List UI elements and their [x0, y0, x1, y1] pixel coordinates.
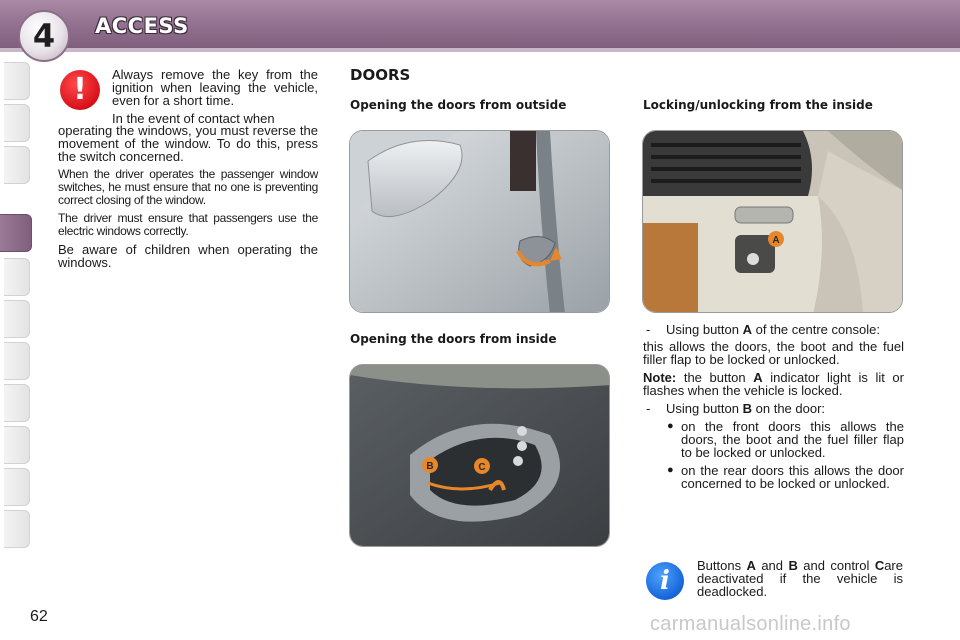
note-label: Note: — [643, 370, 677, 385]
chapter-tab[interactable] — [4, 384, 30, 422]
header-stripe — [0, 48, 960, 52]
section-title: DOORS — [350, 66, 411, 84]
info-and: and — [761, 558, 784, 573]
subhead-opening-inside: Opening the doors from inside — [350, 332, 557, 346]
note-paragraph — [643, 371, 904, 397]
contact-warning-start: In the event of contact when — [112, 111, 275, 126]
warning-intro — [112, 68, 318, 130]
chapter-tab[interactable] — [4, 342, 30, 380]
instruction-button-a — [643, 323, 904, 336]
info-post: are deactivated if the vehicle is deadlocked. — [697, 558, 903, 599]
chapter-number-badge: 4 — [18, 10, 70, 62]
note-post: indicator light is lit or flashes when the vehicle is locked. — [643, 370, 904, 398]
item1-pre: Using button — [666, 322, 739, 337]
info-text — [697, 559, 903, 598]
exclamation-icon: ! — [60, 70, 100, 110]
callout-a-label: A — [772, 235, 780, 246]
children-warning: Be aware of children when operating the windows. — [58, 242, 318, 270]
sub1-text: on the front doors this allows the doors, the boot and the fuel filler flap to be locked or unlocked. — [681, 419, 904, 460]
info-icon: i — [646, 562, 684, 600]
page-number: 62 — [30, 608, 48, 625]
warning-text: Always remove the key from the ignition when leaving the vehicle, even for a short time. — [112, 67, 318, 108]
info-button-b: B — [788, 558, 798, 573]
chapter-tab[interactable] — [4, 146, 30, 184]
chapter-tab[interactable] — [4, 62, 30, 100]
subhead-opening-outside: Opening the doors from outside — [350, 98, 567, 112]
sub-bullet-rear-doors — [643, 464, 904, 490]
photo-exterior-door-handle — [349, 130, 610, 313]
contact-warning-rest: operating the windows, you must reverse the movement of the window. To do this, press the switch concerned. — [58, 123, 318, 164]
chapter-tab[interactable] — [4, 510, 30, 548]
note-pre: the button — [683, 370, 746, 385]
info-mid: and control — [803, 558, 870, 573]
item1-post: of the centre console: — [755, 322, 880, 337]
item2-pre: Using button — [666, 401, 739, 416]
driver-responsibility: The driver must ensure that passengers use the electric windows correctly. — [58, 211, 318, 238]
photo-centre-console — [642, 130, 903, 313]
item2-post: on the door: — [755, 401, 826, 416]
watermark: carmanualsonline.info — [650, 613, 851, 635]
chapter-tab-strip — [0, 62, 34, 574]
dash-marker: - — [646, 401, 651, 416]
sub-bullet-front-doors — [643, 420, 904, 459]
warning-body — [58, 124, 318, 274]
note-button-a-ref: A — [753, 370, 763, 385]
info-pre: Buttons — [697, 558, 742, 573]
bullet-dot: ● — [667, 464, 674, 476]
button-a-ref: A — [742, 322, 753, 337]
subhead-locking-inside: Locking/unlocking from the inside — [643, 98, 873, 112]
info-note — [697, 559, 903, 603]
info-button-a: A — [746, 558, 756, 573]
chapter-title: ACCESS — [95, 14, 189, 38]
chapter-tab[interactable] — [4, 104, 30, 142]
chapter-tab-active[interactable] — [0, 214, 32, 252]
info-control-c: C — [874, 558, 885, 573]
chapter-tab[interactable] — [4, 258, 30, 296]
bullet-dot: ● — [667, 420, 674, 432]
button-b-ref: B — [742, 401, 753, 416]
instruction-button-b — [643, 402, 904, 415]
chapter-tab[interactable] — [4, 300, 30, 338]
photo-interior-door-panel — [349, 364, 610, 547]
chapter-tab[interactable] — [4, 468, 30, 506]
chapter-tab[interactable] — [4, 426, 30, 464]
callout-c-label: C — [478, 462, 486, 473]
driver-passenger-warning: When the driver operates the passenger window switches, he must ensure that no one is preventing correct closing of the window. — [58, 167, 318, 207]
callout-b-label: B — [426, 461, 434, 472]
item1-follow: this allows the doors, the boot and the fuel filler flap to be locked or unlocked. — [643, 339, 904, 367]
locking-instructions — [643, 323, 904, 495]
dash-marker: - — [646, 322, 651, 337]
sub2-text: on the rear doors this allows the door concerned to be locked or unlocked. — [681, 463, 904, 491]
